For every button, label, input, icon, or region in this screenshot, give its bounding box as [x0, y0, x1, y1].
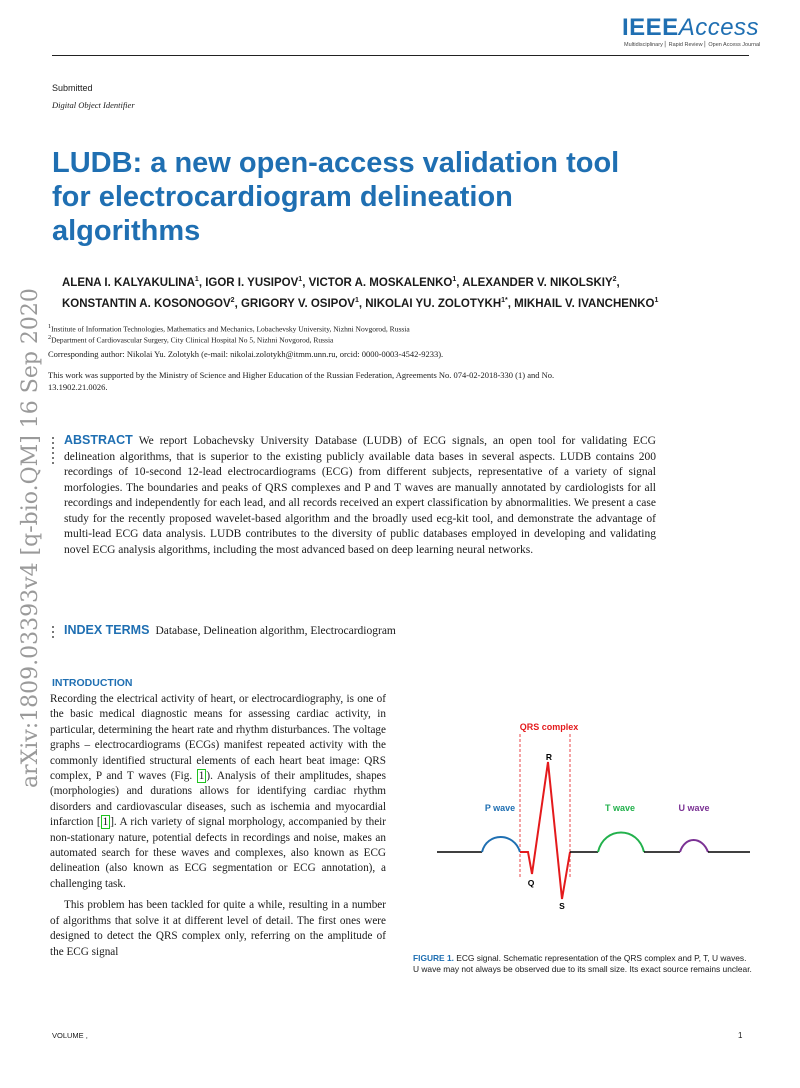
- logo-tagline: Multidisciplinary ⎜ Rapid Review ⎜ Open Access Journal: [624, 42, 761, 48]
- author-list: [62, 271, 672, 314]
- r-peak-label: R: [545, 752, 553, 762]
- citation-link[interactable]: 1: [102, 816, 109, 829]
- header-rule: [52, 55, 749, 56]
- author: KONSTANTIN A. KOSONOGOV$^2$,: [62, 297, 241, 311]
- author: GRIGORY V. OSIPOV$^1$,: [240, 297, 366, 311]
- logo-access: Access: [678, 14, 760, 41]
- author: ALEXANDER V. NIKOLSKIY$^2$,: [462, 276, 620, 289]
- u-wave-curve: [680, 840, 708, 852]
- doi-label: Digital Object Identifier: [52, 100, 135, 110]
- ecg-figure: [432, 714, 752, 914]
- paper-title: LUDB: a new open-access validation tool for electrocardiogram delineation algorithms: [52, 147, 620, 247]
- abstract: [64, 433, 656, 558]
- index-terms-text: Database, Delineation algorithm, Electrocardiogram: [155, 625, 396, 637]
- qrs-label: QRS complex: [519, 722, 579, 732]
- s-point-label: S: [559, 901, 565, 911]
- submitted-label: Submitted: [52, 83, 93, 93]
- abstract-dots: [52, 437, 56, 467]
- arxiv-stamp-text: arXiv:1809.03393v4 [q-bio.QM] 16 Sep 2020: [18, 288, 43, 788]
- author: VICTOR A. MOSKALENKO$^1$,: [308, 276, 463, 289]
- author: NIKOLAI YU. $ZOLOTYKH^{1*}$,: [365, 297, 515, 311]
- u-wave-label: U wave: [678, 803, 710, 813]
- index-terms-dots: [52, 626, 56, 641]
- author: ALENA I. KALYAKULINA$^1$,: [62, 276, 206, 289]
- figure-reference-link[interactable]: 1: [198, 770, 205, 783]
- p-wave-label: P wave: [484, 803, 516, 813]
- affiliation: $^2$Department of Cardiovascular Surgery, City Clinical Hospital No 5, Nizhni Novgorod, Russia: [48, 334, 334, 345]
- intro-paragraph-2: This problem has been tackled for quite a while, resulting in a number of algorithms that solve it at different level of detail. The first ones were designed to detect the QRS complex only, referring on the amplitude of the ECG signal: [50, 899, 386, 958]
- figure-caption: [413, 953, 753, 975]
- figure-caption-label: FIGURE 1.: [413, 953, 454, 963]
- index-terms-label: INDEX TERMS: [64, 623, 150, 637]
- funding-note: This work was supported by the Ministry of Science and Higher Education of the Russian Federation, Agreements No. 074-02-2018-330 (1) and No. 13.1902.21.0026.: [48, 370, 555, 392]
- index-terms: [64, 623, 396, 637]
- intro-paragraph-1: Recording the electrical activity of heart, or electrocardiography, is one of the basic medical diagnostic means for assessing cardiac activity, in particular, determining the heart rate and rhythm disturbances. The voltage graphs – electrocardiograms (ECGs) manifest repeated activity with the commonly identified structural elements of each heart beat image: QRS complex, P and T waves (Fig. 1 ). Analysis of their amplitudes, shapes (morphologies) and durations allows for identifying cardiac rhythm disorders and cardiovascular diseases, such as ischemia and myocardial infarction [ 1 ]. A rich variety of signal morphology, accompanied by their non-stationary nature, potential defects in recordings and noise, makes an automated search for these waves and complexes, also known as ECG delineation (also known as ECG segmentation or ECG annotation), a challenging task.: [50, 693, 387, 890]
- p-wave-curve: [482, 837, 520, 852]
- abstract-label: ABSTRACT: [64, 433, 133, 447]
- footer-volume: VOLUME ,: [52, 1031, 88, 1040]
- abstract-text: We report Lobachevsky University Database (LUDB) of ECG signals, an open tool for validating ECG delineation algorithms, that is superior to the existing publicly available data bases in several aspects. LUDB contains 200 recordings of 10-second 12-lead electrocardiograms (ECG) from different subjects, representative of a variety of signal morfologies. The boundaries and peaks of QRS complexes and P and T waves are manually annotated by cardiologists for all recordings and independently for each lead, and all records received an expert classification by abnormalities. We present a case study for the recently proposed wavelet-based algorithm and the broadly used ecg-kit tool, and demonstrate the advantage of multi-lead ECG data analysis. LUDB contributes to the diversity of public databases employed in developing and validating novel ECG analysis algorithms, including the most advanced based on deep learning neural networks.: [64, 435, 656, 556]
- affiliation: $^1$Institute of Information Technologies, Mathematics and Mechanics, Lobachevsky University, Nizhni Novgorod, Russia: [48, 323, 410, 334]
- journal-logo: [622, 14, 759, 42]
- logo-ieee: IEEE: [622, 14, 679, 41]
- section-heading-introduction: INTRODUCTION: [52, 677, 133, 689]
- footer-page-number: 1: [738, 1031, 743, 1040]
- t-wave-label: T wave: [604, 803, 636, 813]
- figure-caption-text: ECG signal. Schematic representation of the QRS complex and P, T, U waves. U wave may not always be observed due to its small size. Its exact source remains unclear.: [413, 953, 752, 974]
- arxiv-stamp[interactable]: [18, 258, 44, 788]
- introduction-body: [50, 692, 386, 960]
- q-point-label: Q: [527, 878, 535, 888]
- author: MIKHAIL V. IVANCHENKO$^1$: [514, 297, 659, 311]
- author: IGOR I. YUSIPOV$^1$,: [205, 276, 309, 289]
- corresponding-author: Corresponding author: Nikolai Yu. Zolotykh (e-mail: nikolai.zolotykh@itmm.unn.ru, orcid: 0000-0003-4542-9233).: [48, 349, 444, 359]
- t-wave-curve: [598, 833, 644, 853]
